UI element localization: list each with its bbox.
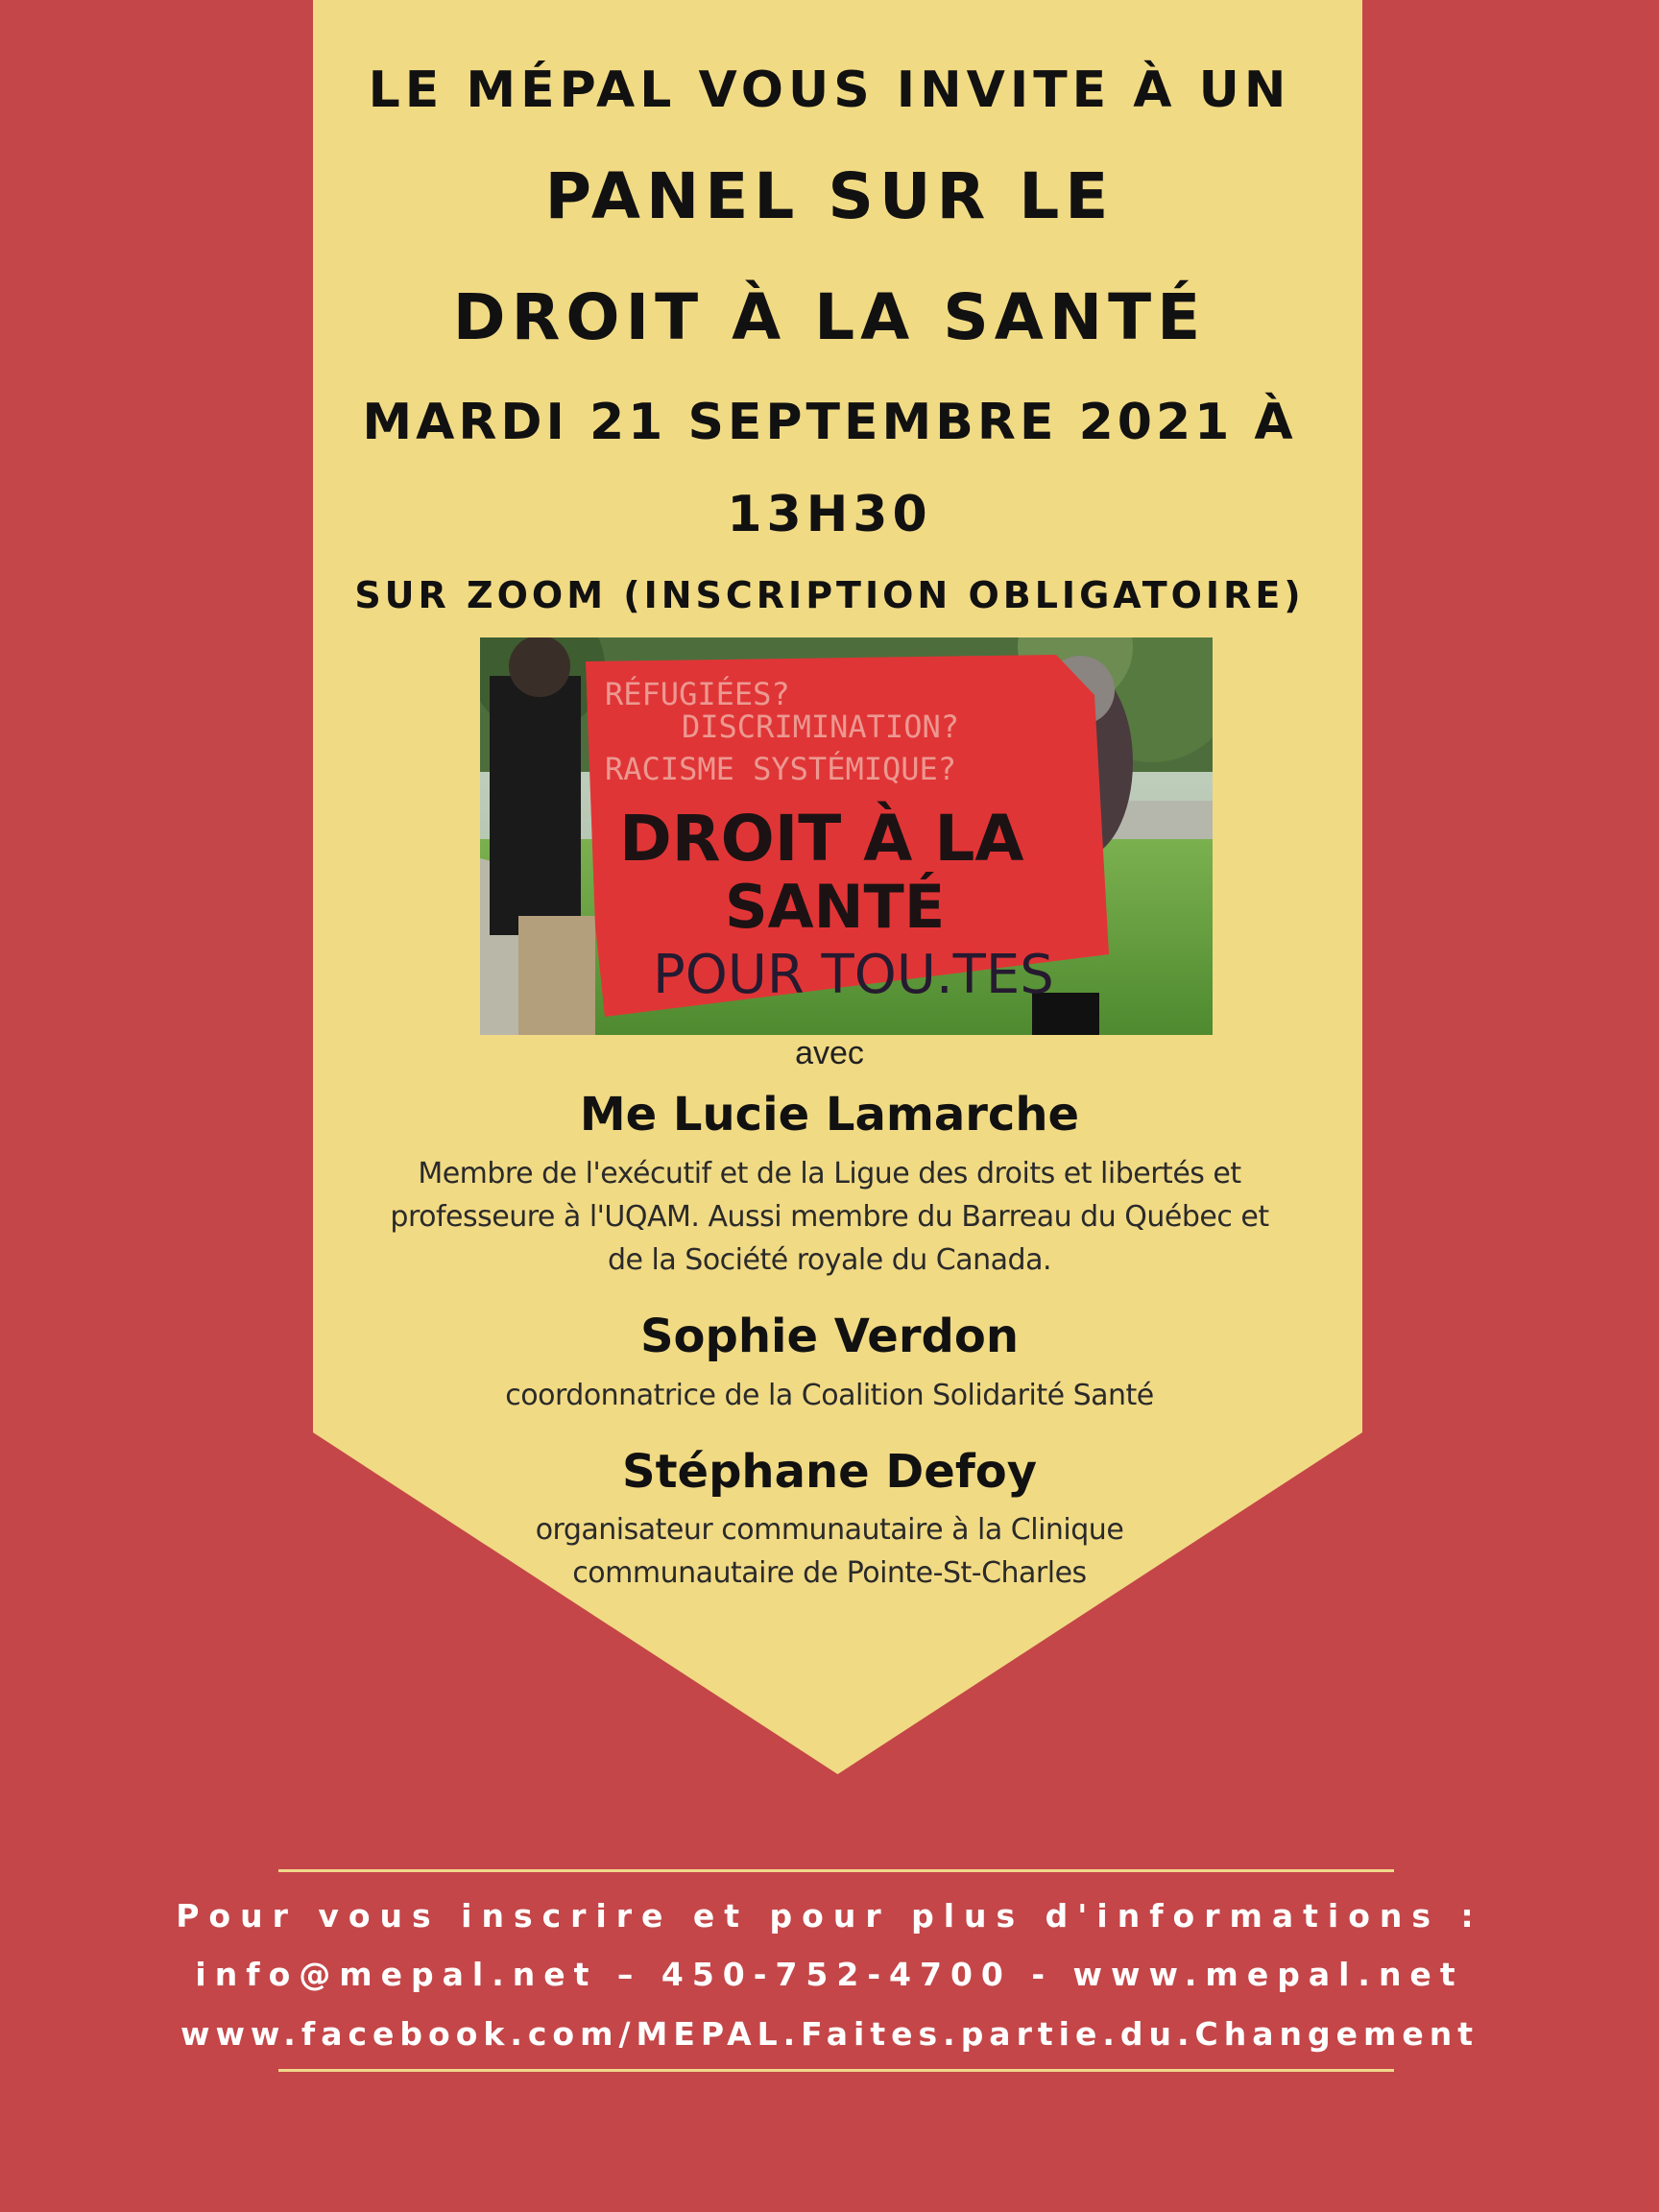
panelist-description <box>0 1152 1659 1282</box>
date-line: MARDI 21 SEPTEMBRE 2021 À <box>362 394 1297 451</box>
panelist-name: Sophie Verdon <box>639 1310 1020 1363</box>
title-line-1: PANEL SUR LE <box>544 159 1115 233</box>
banner-text-pour-toutes: POUR TOU.TES <box>653 944 1054 1006</box>
time-line: 13H30 <box>727 486 932 543</box>
banner-text-racisme: RACISME SYSTÉMIQUE? <box>605 751 957 787</box>
panelist-name: Me Lucie Lamarche <box>579 1088 1080 1142</box>
panelist-description-line: professeure à l'UQAM. Aussi membre du Barreau du Québec et <box>390 1200 1269 1234</box>
avec-label: avec <box>795 1035 864 1071</box>
panelist-name: Stéphane Defoy <box>622 1445 1037 1499</box>
banner-text-droit: DROIT À LA <box>619 802 1024 876</box>
panelist-description <box>0 1508 1659 1595</box>
panelist-description <box>0 1374 1659 1417</box>
zoom-line: SUR ZOOM (INSCRIPTION OBLIGATOIRE) <box>354 574 1305 616</box>
footer-divider-top <box>278 1869 1394 1872</box>
protest-photo <box>480 637 1213 1035</box>
banner-text-discrimination: DISCRIMINATION? <box>682 709 959 745</box>
panelist-description-line: organisateur communautaire à la Clinique <box>535 1513 1124 1547</box>
panelist-description-line: coordonnatrice de la Coalition Solidarité Santé <box>505 1379 1154 1412</box>
footer-registration-line: Pour vous inscrire et pour plus d'informations : <box>176 1897 1483 1935</box>
panelist-description-line: communautaire de Pointe-St-Charles <box>572 1556 1087 1590</box>
panelist-description-line: Membre de l'exécutif et de la Ligue des droits et libertés et <box>418 1157 1241 1190</box>
footer-contact-line[interactable]: info@mepal.net – 450-752-4700 - www.mepal.net <box>195 1956 1464 1993</box>
footer-divider-bottom <box>278 2069 1394 2072</box>
panelist-description-line: de la Société royale du Canada. <box>607 1243 1051 1277</box>
banner-text-refugiees: RÉFUGIÉES? <box>605 676 790 712</box>
footer-facebook-link[interactable]: www.facebook.com/MEPAL.Faites.partie.du.Changement <box>180 2015 1479 2053</box>
banner-text-sante: SANTÉ <box>725 872 946 942</box>
title-line-2: DROIT À LA SANTÉ <box>452 280 1207 354</box>
invite-line: LE MÉPAL VOUS INVITE À UN <box>368 61 1291 119</box>
